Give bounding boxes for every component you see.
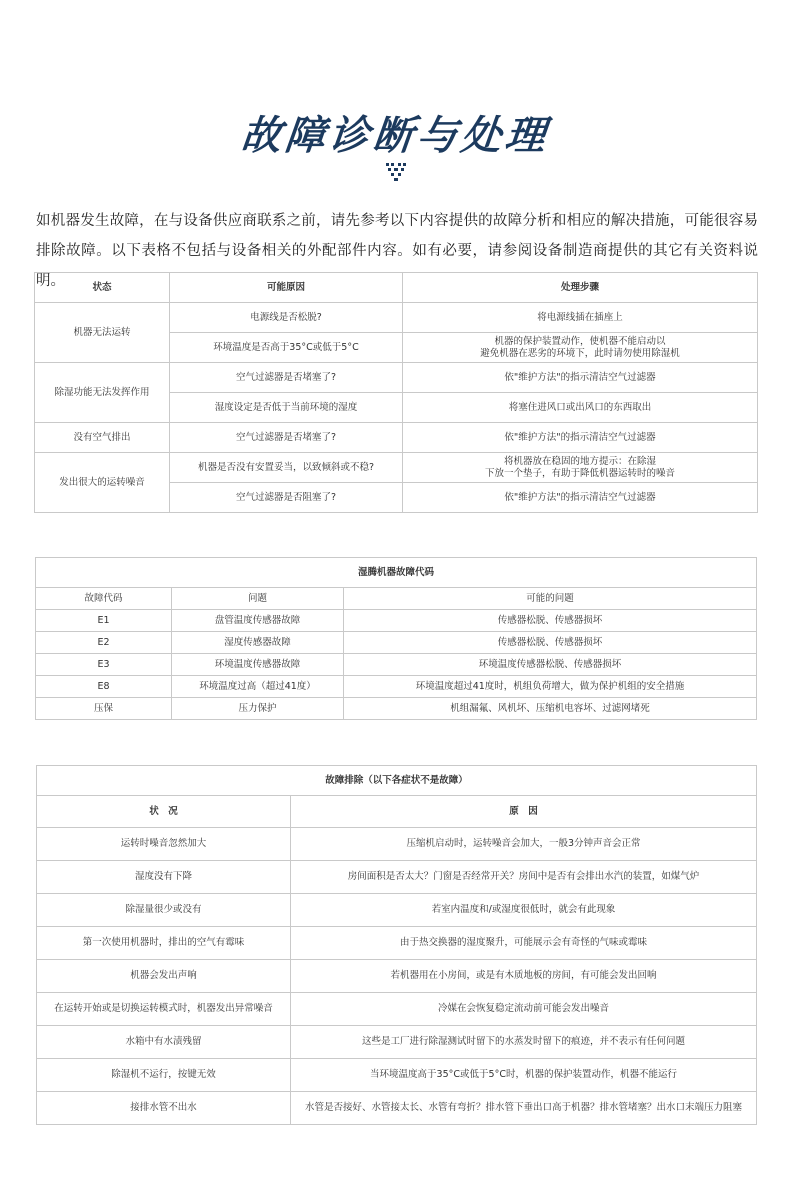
possible-cell: 传感器松脱、传感器损坏	[344, 632, 757, 654]
header-problem: 问题	[172, 588, 344, 610]
reason-cell: 这些是工厂进行除湿测试时留下的水蒸发时留下的痕迹，并不表示有任何问题	[291, 1026, 757, 1059]
situation-cell: 除湿机不运行，按键无效	[37, 1059, 291, 1092]
cause-cell: 机器是否没有安置妥当，以致倾斜或不稳?	[170, 453, 403, 483]
problem-cell: 盘管温度传感器故障	[172, 610, 344, 632]
header-cause: 可能原因	[170, 273, 403, 303]
step-cell: 机器的保护装置动作，使机器不能启动以 避免机器在恶劣的环境下，此时请勿使用除湿机	[403, 333, 758, 363]
cause-cell: 空气过滤器是否阻塞了?	[170, 483, 403, 513]
error-code-table	[35, 557, 757, 720]
step-cell: 将机器放在稳固的地方提示：在除湿 下放一个垫子，有助于降低机器运转时的噪音	[403, 453, 758, 483]
state-cell: 机器无法运转	[35, 303, 170, 363]
situation-cell: 接排水管不出水	[37, 1092, 291, 1125]
reason-cell: 冷媒在会恢复稳定流动前可能会发出噪音	[291, 993, 757, 1026]
reason-cell: 当环境温度高于35°C或低于5°C时，机器的保护装置动作，机器不能运行	[291, 1059, 757, 1092]
header-possible: 可能的问题	[344, 588, 757, 610]
problem-cell: 环境温度传感器故障	[172, 654, 344, 676]
situation-cell: 湿度没有下降	[37, 861, 291, 894]
step-cell: 将电源线插在插座上	[403, 303, 758, 333]
possible-cell: 传感器松脱、传感器损坏	[344, 610, 757, 632]
reason-cell: 房间面积是否太大？门窗是否经常开关？房间中是否有会排出水汽的装置，如煤气炉	[291, 861, 757, 894]
situation-cell: 在运转开始或是切换运转模式时，机器发出异常噪音	[37, 993, 291, 1026]
chevron-down-icon	[383, 160, 409, 186]
table-caption: 故障排除（以下各症状不是故障）	[37, 766, 757, 796]
header-code: 故障代码	[36, 588, 172, 610]
code-cell: 压保	[36, 698, 172, 720]
step-cell: 依"维护方法"的指示清洁空气过滤器	[403, 423, 758, 453]
code-cell: E3	[36, 654, 172, 676]
reason-cell: 由于热交换器的湿度聚升，可能展示会有奇怪的气味或霉味	[291, 927, 757, 960]
situation-cell: 机器会发出声响	[37, 960, 291, 993]
problem-cell: 湿度传感器故障	[172, 632, 344, 654]
page-title: 故障诊断与处理	[238, 113, 552, 159]
code-cell: E2	[36, 632, 172, 654]
step-cell: 依"维护方法"的指示清洁空气过滤器	[403, 363, 758, 393]
problem-cell: 环境温度过高（超过41度）	[172, 676, 344, 698]
problem-cell: 压力保护	[172, 698, 344, 720]
state-cell: 发出很大的运转噪音	[35, 453, 170, 513]
situation-cell: 第一次使用机器时，排出的空气有霉味	[37, 927, 291, 960]
state-cell: 除湿功能无法发挥作用	[35, 363, 170, 423]
header-state: 状态	[35, 273, 170, 303]
troubleshooting-table	[34, 272, 758, 513]
header-situation: 状 况	[37, 796, 291, 828]
reason-cell: 水管是否接好、水管接太长、水管有弯折？排水管下垂出口高于机器？排水管堵塞？出水口末端压力阻塞	[291, 1092, 757, 1125]
reason-cell: 压缩机启动时，运转噪音会加大，一般3分钟声音会正常	[291, 828, 757, 861]
possible-cell: 机组漏氟、风机坏、压缩机电容坏、过滤网堵死	[344, 698, 757, 720]
reason-cell: 若室内温度和/或湿度很低时，就会有此现象	[291, 894, 757, 927]
code-cell: E8	[36, 676, 172, 698]
code-cell: E1	[36, 610, 172, 632]
cause-cell: 空气过滤器是否堵塞了?	[170, 423, 403, 453]
cause-cell: 空气过滤器是否堵塞了?	[170, 363, 403, 393]
possible-cell: 环境温度传感器松脱、传感器损坏	[344, 654, 757, 676]
header-step: 处理步骤	[403, 273, 758, 303]
situation-cell: 除湿量很少或没有	[37, 894, 291, 927]
header-reason: 原 因	[291, 796, 757, 828]
cause-cell: 环境温度是否高于35°C或低于5°C	[170, 333, 403, 363]
state-cell: 没有空气排出	[35, 423, 170, 453]
intro-paragraph: 如机器发生故障，在与设备供应商联系之前，请先参考以下内容提供的故障分析和相应的解决措施，可能很容易排除故障。以下表格不包括与设备相关的外配部件内容。如有必要，请参阅设备制造商提供的其它有关资料说明。	[36, 213, 758, 289]
not-fault-table	[36, 765, 757, 1125]
cause-cell: 湿度设定是否低于当前环境的湿度	[170, 393, 403, 423]
table-caption: 湿腾机器故障代码	[36, 558, 757, 588]
situation-cell: 运转时噪音忽然加大	[37, 828, 291, 861]
situation-cell: 水箱中有水渍残留	[37, 1026, 291, 1059]
step-cell: 依"维护方法"的指示清洁空气过滤器	[403, 483, 758, 513]
possible-cell: 环境温度超过41度时，机组负荷增大，做为保护机组的安全措施	[344, 676, 757, 698]
reason-cell: 若机器用在小房间，或是有木质地板的房间，有可能会发出回响	[291, 960, 757, 993]
step-cell: 将塞住进风口或出风口的东西取出	[403, 393, 758, 423]
cause-cell: 电源线是否松脱?	[170, 303, 403, 333]
